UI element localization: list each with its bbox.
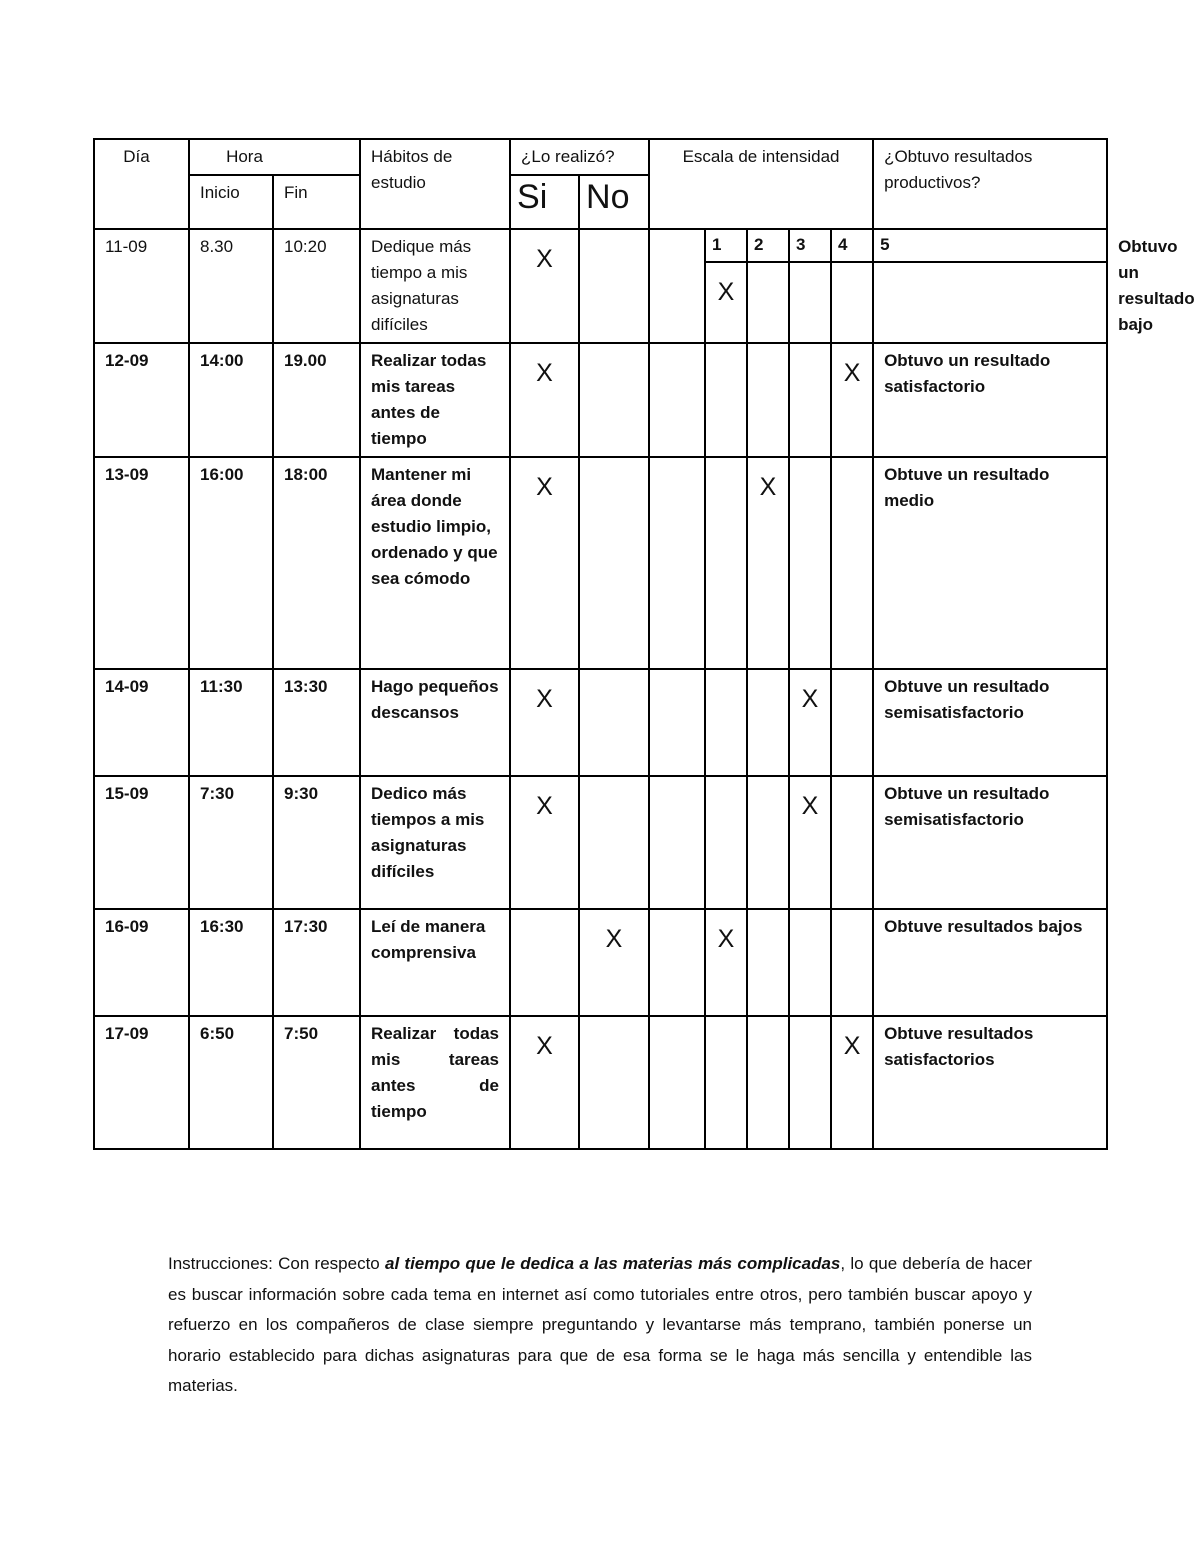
mark-scale-4: X xyxy=(789,776,831,909)
scale-cell-3 xyxy=(747,262,789,343)
table-row xyxy=(94,909,1107,1016)
mark-scale-2: X xyxy=(705,909,747,1016)
scale-cell-5 xyxy=(831,909,873,1016)
mark-scale-4: X xyxy=(789,669,831,776)
header-dia: Día xyxy=(94,139,189,229)
habito-justified: Realizar todas mis tareas antes de tiempo xyxy=(371,1024,500,1121)
scale-empty xyxy=(649,776,705,909)
mark-si: X xyxy=(510,457,579,669)
cell-habito: Mantener mi área donde estudio limpio, ordenado y que sea cómodo xyxy=(360,457,510,669)
mark-scale-2: X xyxy=(705,262,747,343)
scale-cell-4 xyxy=(789,262,831,343)
cell-habito: Dedique más tiempo a mis asignaturas difíciles xyxy=(360,229,510,343)
cell-resultado: Obtuve resultados satisfactorios xyxy=(873,1016,1107,1149)
scale-number-2: 2 xyxy=(747,229,789,262)
scale-cell-2 xyxy=(705,343,747,457)
scale-empty xyxy=(649,229,705,343)
scale-empty xyxy=(649,1016,705,1149)
mark-si: X xyxy=(510,776,579,909)
mark-no: X xyxy=(579,909,649,1016)
table-row xyxy=(94,776,1107,909)
cell-habito xyxy=(360,1016,510,1149)
scale-empty xyxy=(649,343,705,457)
mark-no xyxy=(579,343,649,457)
header-escala: Escala de intensidad xyxy=(649,139,873,229)
scale-number-5: 5 xyxy=(873,229,1107,262)
cell-resultado: Obtuve resultados bajos xyxy=(873,909,1107,1016)
mark-si: X xyxy=(510,343,579,457)
mark-scale-3: X xyxy=(747,457,789,669)
instructions-paragraph xyxy=(168,1249,1032,1402)
cell-fin: 17:30 xyxy=(273,909,360,1016)
cell-inicio: 16:30 xyxy=(189,909,273,1016)
header-fin: Fin xyxy=(273,175,360,229)
scale-empty xyxy=(649,669,705,776)
mark-no xyxy=(579,229,649,343)
cell-dia: 15-09 xyxy=(94,776,189,909)
scale-number-1: 1 xyxy=(705,229,747,262)
header-hora: Hora xyxy=(189,139,360,175)
scale-number-3: 3 xyxy=(789,229,831,262)
table-row: 11-09 8.30 10:20 Dedique más tiempo a mis asignaturas difíciles X 1 2 3 4 5 Obtuvo un resultado bajo xyxy=(94,229,1107,262)
mark-no xyxy=(579,457,649,669)
cell-dia: 14-09 xyxy=(94,669,189,776)
scale-cell-5 xyxy=(831,457,873,669)
header-si: Si xyxy=(510,175,579,229)
cell-resultado: Obtuvo un resultado satisfactorio xyxy=(873,343,1107,457)
mark-no xyxy=(579,776,649,909)
header-inicio: Inicio xyxy=(189,175,273,229)
cell-inicio: 7:30 xyxy=(189,776,273,909)
scale-cell-2 xyxy=(705,776,747,909)
scale-cell-3 xyxy=(747,909,789,1016)
cell-fin: 13:30 xyxy=(273,669,360,776)
scale-cell-3 xyxy=(747,1016,789,1149)
cell-dia: 12-09 xyxy=(94,343,189,457)
scale-cell-3 xyxy=(747,776,789,909)
cell-dia: 11-09 xyxy=(94,229,189,343)
cell-inicio: 8.30 xyxy=(189,229,273,343)
mark-no xyxy=(579,669,649,776)
mark-scale-5: X xyxy=(831,1016,873,1149)
header-lo-realizo: ¿Lo realizó? xyxy=(510,139,649,175)
cell-habito: Leí de manera comprensiva xyxy=(360,909,510,1016)
cell-fin: 9:30 xyxy=(273,776,360,909)
scale-cell-4 xyxy=(789,1016,831,1149)
mark-si: X xyxy=(510,669,579,776)
table-row xyxy=(94,343,1107,457)
scale-cell-3 xyxy=(747,343,789,457)
cell-dia: 16-09 xyxy=(94,909,189,1016)
instructions-prefix: Instrucciones: Con respecto xyxy=(168,1254,385,1273)
cell-fin: 19.00 xyxy=(273,343,360,457)
cell-habito: Realizar todas mis tareas antes de tiempo xyxy=(360,343,510,457)
header-no: No xyxy=(579,175,649,229)
scale-cell-3 xyxy=(747,669,789,776)
cell-fin: 18:00 xyxy=(273,457,360,669)
cell-inicio: 16:00 xyxy=(189,457,273,669)
cell-habito: Hago pequeños descansos xyxy=(360,669,510,776)
scale-cell-5 xyxy=(831,776,873,909)
cell-resultado: Obtuve un resultado semisatisfactorio xyxy=(873,669,1107,776)
header-row-1 xyxy=(94,139,1107,175)
scale-cell-4 xyxy=(789,909,831,1016)
mark-si: X xyxy=(510,1016,579,1149)
scale-cell-2 xyxy=(705,1016,747,1149)
cell-inicio: 11:30 xyxy=(189,669,273,776)
header-habitos: Hábitos de estudio xyxy=(360,139,510,229)
instructions-emphasis: al tiempo que le dedica a las materias más complicadas xyxy=(385,1254,841,1273)
cell-inicio: 6:50 xyxy=(189,1016,273,1149)
instructions-suffix: , lo que debería de hacer es buscar información sobre cada tema en internet así como tutoriales entre otros, pero también buscar apoyo y refuerzo en los compañeros de clase siempre preguntando y levantarse más temprano, también ponerse un horario establecido para dichas asignaturas para que de esa forma se le haga más sencilla y entendible las materias. xyxy=(168,1254,1032,1395)
scale-empty xyxy=(649,457,705,669)
table-row xyxy=(94,669,1107,776)
scale-cell-2 xyxy=(705,457,747,669)
scale-cell-5 xyxy=(831,669,873,776)
header-obtuvo: ¿Obtuvo resultados productivos? xyxy=(873,139,1107,229)
cell-resultado: Obtuve un resultado medio xyxy=(873,457,1107,669)
cell-fin: 7:50 xyxy=(273,1016,360,1149)
scale-cell-2 xyxy=(705,669,747,776)
mark-scale-5: X xyxy=(831,343,873,457)
scale-number-4: 4 xyxy=(831,229,873,262)
cell-habito: Dedico más tiempos a mis asignaturas difíciles xyxy=(360,776,510,909)
table-row xyxy=(94,1016,1107,1149)
cell-inicio: 14:00 xyxy=(189,343,273,457)
mark-si xyxy=(510,909,579,1016)
scale-cell-4 xyxy=(789,457,831,669)
mark-no xyxy=(579,1016,649,1149)
cell-dia: 17-09 xyxy=(94,1016,189,1149)
study-habits-table xyxy=(93,138,1195,1150)
cell-dia: 13-09 xyxy=(94,457,189,669)
mark-si: X xyxy=(510,229,579,343)
scale-empty xyxy=(649,909,705,1016)
cell-resultado: Obtuve un resultado semisatisfactorio xyxy=(873,776,1107,909)
scale-cell-5 xyxy=(831,262,873,343)
table-row xyxy=(94,457,1107,669)
cell-fin: 10:20 xyxy=(273,229,360,343)
scale-cell-4 xyxy=(789,343,831,457)
